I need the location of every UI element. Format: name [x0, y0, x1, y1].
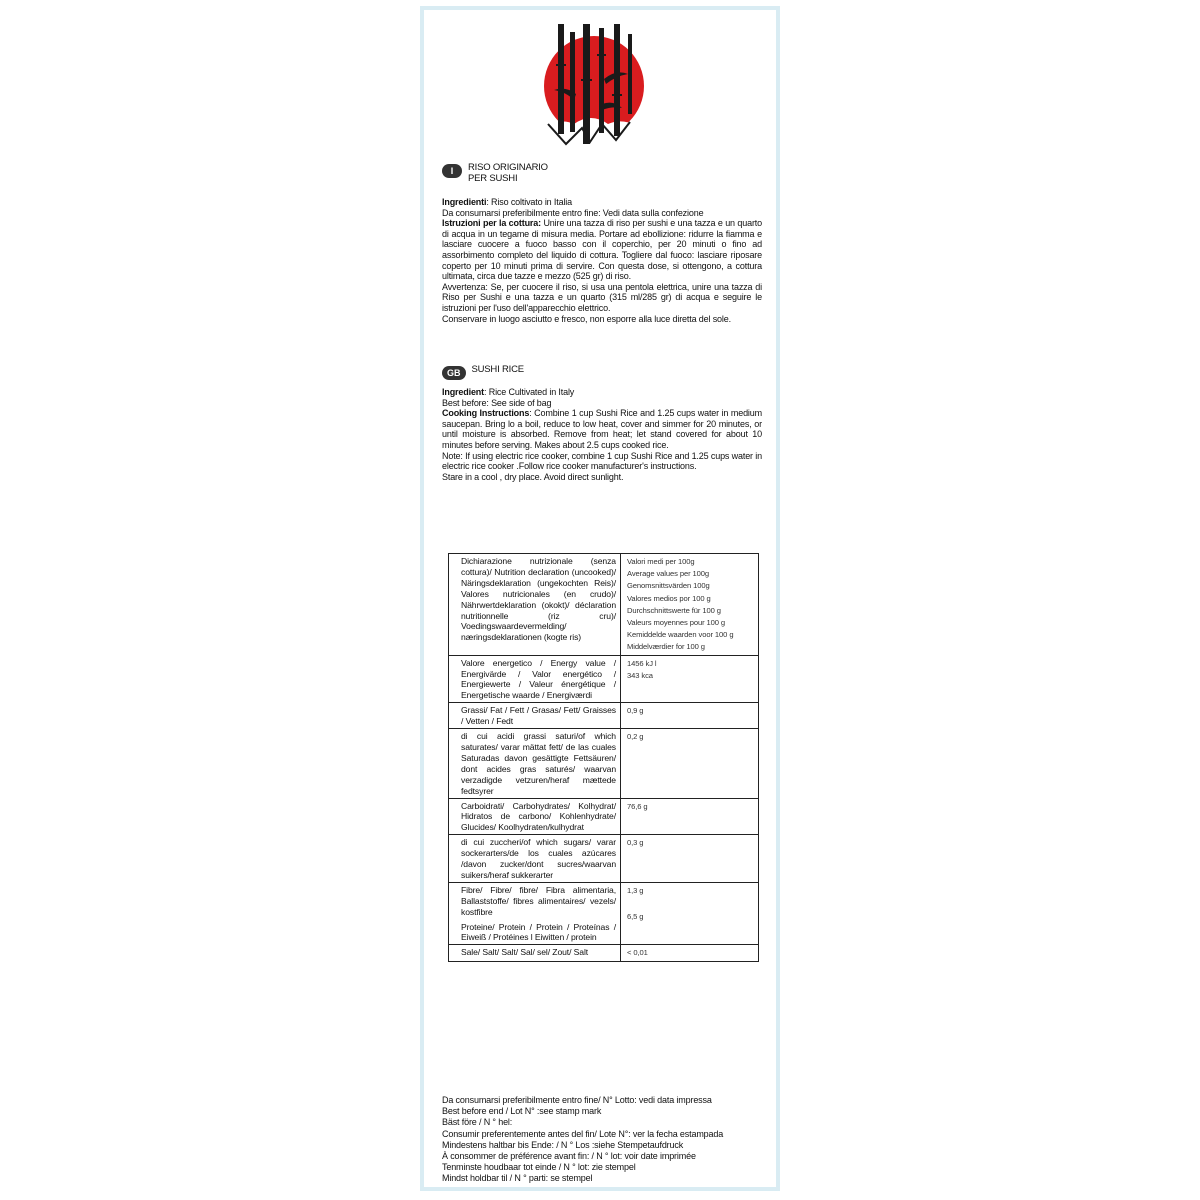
- italian-ingredients: Ingredienti: Riso coltivato in Italia: [442, 197, 572, 207]
- english-ingredients: Ingredient: Rice Cultivated in Italy: [442, 387, 575, 397]
- table-row: [449, 703, 759, 729]
- english-best-before: Best before: See side of bag: [442, 397, 552, 408]
- english-section-header: [442, 364, 524, 380]
- fibre-protein-value: 1,3 g 6,5 g: [621, 882, 759, 945]
- saturates-label: di cui acidi grassi saturi/of which saturates/ varar mättat fett/ de las cuales Saturadas davon gesättigte Fettsäuren/ dont acides gras saturés/ waarvan verzadigde vetzuren/heraf mættede fedtsyrer: [449, 729, 621, 798]
- table-row: [449, 554, 759, 656]
- language-badge-it: I: [442, 164, 462, 178]
- nutrition-table: [448, 553, 759, 962]
- english-cooking: Cooking Instructions: Combine 1 cup Sushi Rice and 1.25 cups water in medium saucepan. Bring lo a boil, reduce to low heat, cover and simmer for 20 minutes, or until moisture is absorbed. Remove from heat; let stand covered for about 10 minutes before serving. Makes about 2.5 cups cooked rice.: [442, 408, 762, 450]
- fat-value: 0,9 g: [621, 703, 759, 729]
- italian-section-header: [442, 162, 548, 184]
- table-row: [449, 882, 759, 945]
- italian-storage: Conservare in luogo asciutto e fresco, non esporre alla luce diretta del sole.: [442, 313, 731, 324]
- table-row: [449, 655, 759, 703]
- english-product-title: SUSHI RICE: [471, 364, 524, 375]
- fat-label: Grassi/ Fat / Fett / Grasas/ Fett/ Graisses / Vetten / Fedt: [449, 703, 621, 729]
- fibre-protein-label: Fibre/ Fibre/ fibre/ Fibra alimentaria, Ballaststoffe/ fibres alimentaires/ vezels/ kostfibre Proteine/ Protein / Protein / Proteínas / Eiweiß / Protéines l Eiwitten / protein: [449, 882, 621, 945]
- carbs-label: Carboidrati/ Carbohydrates/ Kolhydrat/ Hidratos de carbono/ Kohlenhydrate/ Glucides/ Koolhydraten/kulhydrat: [449, 798, 621, 835]
- carbs-value: 76,6 g: [621, 798, 759, 835]
- saturates-value: 0,2 g: [621, 729, 759, 798]
- italian-cooking: Istruzioni per la cottura: Unire una tazza di riso per sushi e una tazza e un quarto di acqua in un tegame di misura media. Portare ad ebollizione: ridurre la fiamma e lasciare cuocere a fuoco basso con il coperchio, per 20 minuti o fino ad assorbimento completo del liquido di cottura. Togliere dal fuoco: lasciare riposare coperto per 10 minuti prima di servire. Con questa dose, si ottengono, a cottura ultimata, circa due tazze e mezzo (525 gr) di riso.: [442, 218, 762, 282]
- sugars-value: 0,3 g: [621, 835, 759, 883]
- nutrition-header-label: Dichiarazione nutrizionale (senza cottura)/ Nutrition declaration (uncooked)/ Näringsdeklaration (ungekochten Reis)/ Valores nutricionales (en crudo)/ Nährwertdeklaration (okokt)/ déclaration nutritionnelle (riz cru)/ Voedingswaardevermelding/ næringsdeklarationen (kogte ris): [449, 554, 621, 656]
- language-badge-gb: GB: [442, 366, 466, 380]
- table-row: [449, 835, 759, 883]
- table-row: [449, 798, 759, 835]
- table-row: [449, 945, 759, 961]
- italian-text-block: [442, 197, 762, 324]
- salt-label: Sale/ Salt/ Salt/ Sal/ sel/ Zout/ Salt: [449, 945, 621, 961]
- italian-product-title: RISO ORIGINARIO PER SUSHI: [468, 162, 548, 184]
- italian-best-before: Da consumarsi preferibilmente entro fine: Vedi data sulla confezione: [442, 207, 704, 218]
- energy-label: Valore energetico / Energy value / Energivärde / Valor energético / Energiewerte / Valeur énergétique / Energetische waarde / Energiværdi: [449, 655, 621, 703]
- english-note: Note: If using electric rice cooker, combine 1 cup Sushi Rice and 1.25 cups water in electric rice cooker .Follow rice cooker manufacturer's instructions.: [442, 450, 762, 472]
- english-storage: Stare in a cool , dry place. Avoid direct sunlight.: [442, 471, 624, 482]
- nutrition-header-values: Valori medi per 100g Average values per 100g Genomsnittsvärden 100g Valores medios por 100 g Durchschnittswerte für 100 g Valeurs moyennes pour 100 g Kemiddelde waarden voor 100 g Middelværdier for 100 g: [621, 554, 759, 656]
- salt-value: < 0,01: [621, 945, 759, 961]
- lot-and-expiry-text: Da consumarsi preferibilmente entro fine/ N° Lotto: vedi data impressa Best before end / Lot N° :see stamp mark Bäst före / N ° hel: Consumir preferentemente antes del fin/ Lote N°: ver la fecha estampada Mindestens haltbar bis Ende: / N ° Los :siehe Stempetaufdruck À consommer de préférence avant fin: / N ° lot: voir date imprimée Tenminste houdbaar tot einde / N ° lot: zie stempel Mindst holdbar til / N ° parti: se stempel: [442, 1095, 724, 1184]
- product-label: [420, 6, 780, 1191]
- energy-value: 1456 kJ l 343 kca: [621, 655, 759, 703]
- english-text-block: [442, 387, 762, 482]
- italian-warning: Avvertenza: Se, per cuocere il riso, si usa una pentola elettrica, unire una tazza di Riso per Sushi e una tazza e un quarto (315 ml/285 gr) di acqua e seguire le istruzioni per l'uso dell'apparecchio elettrico.: [442, 281, 762, 313]
- sugars-label: di cui zuccheri/of which sugars/ varar sockerarters/de los cuales azúcares /davon zucker/dont sucres/waarvan suikers/heraf sukkerarter: [449, 835, 621, 883]
- table-row: [449, 729, 759, 798]
- rising-sun-bamboo-logo: [536, 24, 654, 154]
